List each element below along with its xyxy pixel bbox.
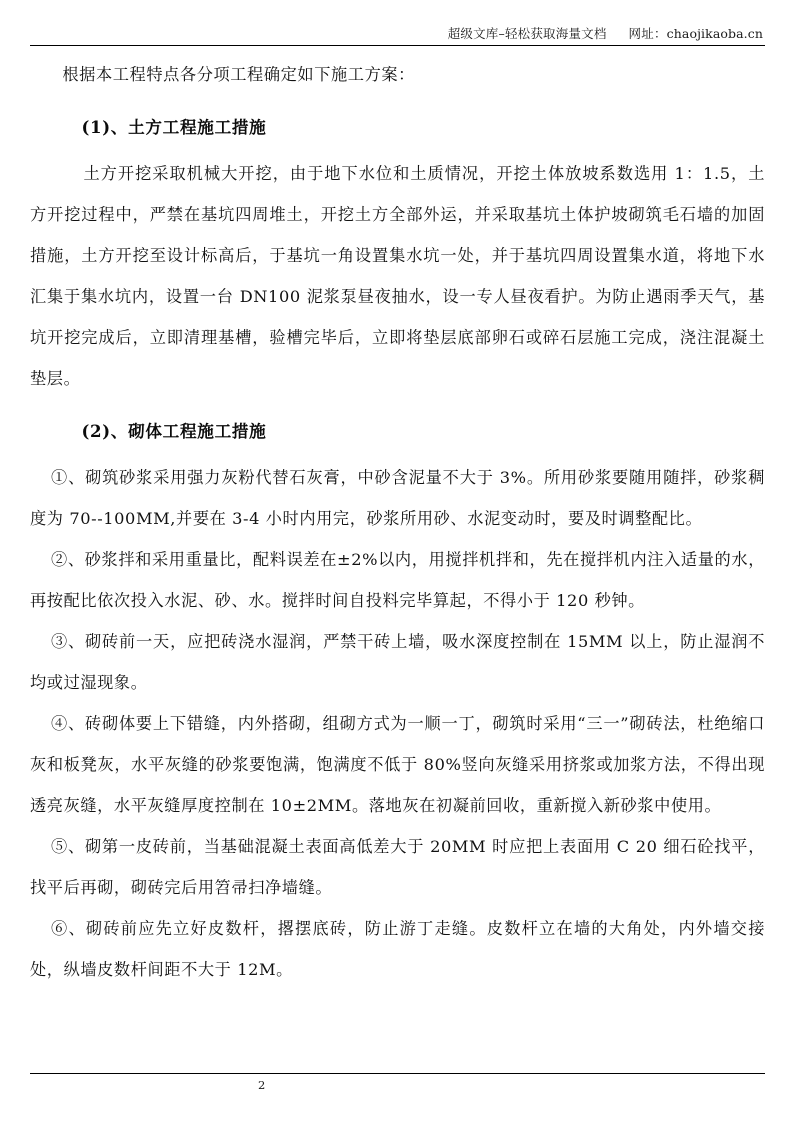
header-url: chaojikaoba.cn bbox=[666, 26, 763, 41]
page-number: 2 bbox=[258, 1078, 266, 1092]
header-url-label: 网址： bbox=[628, 26, 667, 41]
header-divider bbox=[30, 45, 765, 46]
section-2-item-5: ⑤、砌第一皮砖前，当基础混凝土表面高低差大于 20MM 时应把上表面用 C 20 细石砼找平，找平后再砌，砌砖完后用笤帚扫净墙缝。 bbox=[30, 837, 765, 897]
section-2-item-3: ③、砌砖前一天，应把砖浇水湿润，严禁干砖上墙，吸水深度控制在 15MM 以上，防止湿润不均或过湿现象。 bbox=[30, 632, 765, 692]
section-2-item-1: ①、砌筑砂浆采用强力灰粉代替石灰膏，中砂含泥量不大于 3%。所用砂浆要随用随拌，砂浆稠度为 70--100MM,并要在 3-4 小时内用完，砂浆所用砂、水泥变动时，要及时调整配比。 bbox=[30, 468, 765, 528]
section-1-paragraph-1: 土方开挖采取机械大开挖，由于地下水位和土质情况，开挖土体放坡系数选用 1：1.5，土方开挖过程中，严禁在基坑四周堆土，开挖土方全部外运，并采取基坑土体护坡砌筑毛石墙的加固措施，土方开挖至设计标高后，于基坑一角设置集水坑一处，并于基坑四周设置集水道，将地下水汇集于集水坑内，设置一台 DN100 泥浆泵昼夜抽水，设一专人昼夜看护。为防止遇雨季天气，基坑开挖完成后，立即清理基槽，验槽完毕后，立即将垫层底部卵石或碎石层施工完成，浇注混凝土垫层。 bbox=[30, 164, 765, 388]
section-heading-1: (1)、土方工程施工措施 bbox=[81, 117, 267, 137]
section-2-item-2: ②、砂浆拌和采用重量比，配料误差在±2%以内，用搅拌机拌和，先在搅拌机内注入适量的水，再按配比依次投入水泥、砂、水。搅拌时间自投料完毕算起，不得小于 120 秒钟。 bbox=[30, 550, 765, 610]
section-heading-2: (2)、砌体工程施工措施 bbox=[81, 421, 267, 441]
lead-paragraph: 根据本工程特点各分项工程确定如下施工方案： bbox=[62, 65, 415, 84]
header-site-name: 超级文库–轻松获取海量文档 bbox=[447, 26, 607, 41]
document-body bbox=[30, 50, 765, 990]
section-gap-2 bbox=[30, 399, 765, 411]
page-header bbox=[30, 26, 765, 46]
section-gap-1 bbox=[30, 95, 765, 107]
section-2-item-4: ④、砖砌体要上下错缝，内外搭砌，组砌方式为一顺一丁，砌筑时采用“三一”砌砖法，杜绝缩口灰和板凳灰，水平灰缝的砂浆要饱满，饱满度不低于 80%竖向灰缝采用挤浆或加浆方法，不得出现透亮灰缝，水平灰缝厚度控制在 10±2MM。落地灰在初凝前回收，重新搅入新砂浆中使用。 bbox=[30, 714, 765, 815]
section-2-item-6: ⑥、砌砖前应先立好皮数杆，撂摆底砖，防止游丁走缝。皮数杆立在墙的大角处，内外墙交接处，纵墙皮数杆间距不大于 12M。 bbox=[30, 919, 765, 979]
page-footer bbox=[30, 1073, 765, 1094]
header-text-line bbox=[30, 26, 765, 42]
